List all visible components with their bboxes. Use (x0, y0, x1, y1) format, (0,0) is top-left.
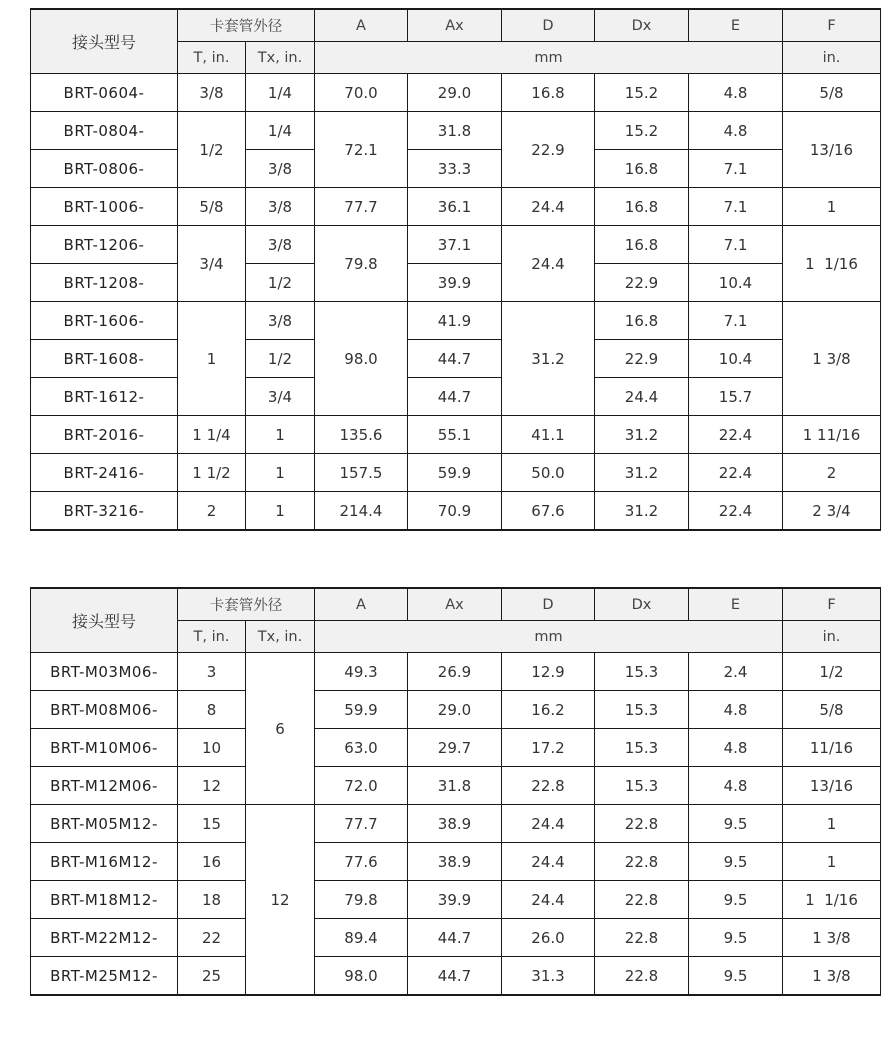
e-cell: 9.5 (689, 957, 783, 996)
model-cell: BRT-M12M06- (31, 767, 178, 805)
tx-cell: 6 (246, 653, 315, 805)
tx-cell: 3/4 (246, 378, 315, 416)
unit-in: in. (783, 621, 881, 653)
dx-cell: 16.8 (595, 150, 689, 188)
t-header: T, in. (178, 42, 246, 74)
dx-cell: 15.3 (595, 729, 689, 767)
model-cell: BRT-1206- (31, 226, 178, 264)
a-cell: 77.7 (315, 188, 408, 226)
table-row (31, 150, 881, 188)
f-cell: 11/16 (783, 729, 881, 767)
a-cell: 214.4 (315, 492, 408, 531)
a-cell: 98.0 (315, 302, 408, 416)
f-cell: 13/16 (783, 112, 881, 188)
e-cell: 22.4 (689, 492, 783, 531)
e-cell: 9.5 (689, 805, 783, 843)
e-cell: 4.8 (689, 729, 783, 767)
d-cell: 16.2 (502, 691, 595, 729)
e-header: E (689, 588, 783, 621)
a-cell: 157.5 (315, 454, 408, 492)
table-row (31, 226, 881, 264)
t-cell: 3/4 (178, 226, 246, 302)
t-cell: 1/2 (178, 112, 246, 188)
t-cell: 1 (178, 302, 246, 416)
header-row (31, 588, 881, 621)
e-cell: 7.1 (689, 150, 783, 188)
dx-cell: 16.8 (595, 226, 689, 264)
e-cell: 9.5 (689, 919, 783, 957)
tx-cell: 1/4 (246, 112, 315, 150)
table-row (31, 957, 881, 996)
tx-cell: 1/4 (246, 74, 315, 112)
unit-in: in. (783, 42, 881, 74)
dx-cell: 15.2 (595, 74, 689, 112)
table-row (31, 919, 881, 957)
model-cell: BRT-1208- (31, 264, 178, 302)
e-cell: 4.8 (689, 767, 783, 805)
table-row (31, 492, 881, 531)
tx-header: Tx, in. (246, 621, 315, 653)
table-row (31, 653, 881, 691)
model-cell: BRT-0806- (31, 150, 178, 188)
dx-cell: 16.8 (595, 188, 689, 226)
e-cell: 10.4 (689, 264, 783, 302)
f-cell: 1 (783, 843, 881, 881)
f-cell: 5/8 (783, 74, 881, 112)
a-cell: 77.6 (315, 843, 408, 881)
e-cell: 22.4 (689, 416, 783, 454)
a-cell: 79.8 (315, 226, 408, 302)
a-cell: 135.6 (315, 416, 408, 454)
t-cell: 3/8 (178, 74, 246, 112)
e-cell: 7.1 (689, 188, 783, 226)
dx-cell: 22.9 (595, 340, 689, 378)
table-row (31, 302, 881, 340)
model-cell: BRT-M03M06- (31, 653, 178, 691)
dx-cell: 15.3 (595, 653, 689, 691)
fitting-spec-table-2 (30, 587, 881, 996)
model-cell: BRT-2416- (31, 454, 178, 492)
tx-cell: 12 (246, 805, 315, 996)
model-cell: BRT-M16M12- (31, 843, 178, 881)
dx-cell: 22.8 (595, 843, 689, 881)
t-cell: 1 1/2 (178, 454, 246, 492)
model-cell: BRT-1612- (31, 378, 178, 416)
t-cell: 25 (178, 957, 246, 996)
tx-cell: 3/8 (246, 188, 315, 226)
table-row (31, 881, 881, 919)
f-cell: 2 (783, 454, 881, 492)
d-cell: 24.4 (502, 805, 595, 843)
t-cell: 12 (178, 767, 246, 805)
d-header: D (502, 9, 595, 42)
tx-cell: 1 (246, 416, 315, 454)
tx-cell: 1/2 (246, 264, 315, 302)
model-cell: BRT-M08M06- (31, 691, 178, 729)
table-row (31, 691, 881, 729)
model-cell: BRT-1606- (31, 302, 178, 340)
d-cell: 31.3 (502, 957, 595, 996)
dx-cell: 31.2 (595, 454, 689, 492)
tx-cell: 1 (246, 492, 315, 531)
f-cell: 1 1/16 (783, 881, 881, 919)
table-row (31, 454, 881, 492)
ax-cell: 44.7 (408, 919, 502, 957)
f-cell: 5/8 (783, 691, 881, 729)
model-column-header: 接头型号 (31, 9, 178, 74)
ax-cell: 26.9 (408, 653, 502, 691)
a-cell: 89.4 (315, 919, 408, 957)
dx-header: Dx (595, 9, 689, 42)
f-cell: 13/16 (783, 767, 881, 805)
t-cell: 16 (178, 843, 246, 881)
d-cell: 26.0 (502, 919, 595, 957)
model-cell: BRT-0804- (31, 112, 178, 150)
header-row (31, 9, 881, 42)
f-cell: 1 (783, 188, 881, 226)
model-cell: BRT-0604- (31, 74, 178, 112)
table-row (31, 340, 881, 378)
dx-cell: 31.2 (595, 416, 689, 454)
model-cell: BRT-M10M06- (31, 729, 178, 767)
d-cell: 12.9 (502, 653, 595, 691)
table-row (31, 112, 881, 150)
ax-cell: 29.0 (408, 691, 502, 729)
dx-cell: 31.2 (595, 492, 689, 531)
f-header: F (783, 9, 881, 42)
ax-cell: 38.9 (408, 805, 502, 843)
a-cell: 98.0 (315, 957, 408, 996)
model-cell: BRT-1608- (31, 340, 178, 378)
f-cell: 1 3/8 (783, 302, 881, 416)
dx-cell: 16.8 (595, 302, 689, 340)
ax-cell: 33.3 (408, 150, 502, 188)
e-cell: 7.1 (689, 226, 783, 264)
tx-cell: 1 (246, 454, 315, 492)
t-cell: 5/8 (178, 188, 246, 226)
model-cell: BRT-2016- (31, 416, 178, 454)
model-column-header: 接头型号 (31, 588, 178, 653)
d-cell: 24.4 (502, 188, 595, 226)
d-header: D (502, 588, 595, 621)
ax-cell: 55.1 (408, 416, 502, 454)
model-cell: BRT-M22M12- (31, 919, 178, 957)
d-cell: 16.8 (502, 74, 595, 112)
sleeve-od-header: 卡套管外径 (178, 9, 315, 42)
f-cell: 2 3/4 (783, 492, 881, 531)
model-cell: BRT-1006- (31, 188, 178, 226)
a-cell: 59.9 (315, 691, 408, 729)
ax-cell: 44.7 (408, 957, 502, 996)
f-cell: 1 11/16 (783, 416, 881, 454)
tx-cell: 1/2 (246, 340, 315, 378)
a-cell: 72.1 (315, 112, 408, 188)
dx-cell: 22.9 (595, 264, 689, 302)
table-row (31, 188, 881, 226)
d-cell: 22.8 (502, 767, 595, 805)
unit-mm: mm (315, 42, 783, 74)
ax-cell: 70.9 (408, 492, 502, 531)
a-cell: 72.0 (315, 767, 408, 805)
a-cell: 77.7 (315, 805, 408, 843)
ax-cell: 59.9 (408, 454, 502, 492)
ax-cell: 44.7 (408, 378, 502, 416)
t-cell: 3 (178, 653, 246, 691)
tx-cell: 3/8 (246, 226, 315, 264)
tx-header: Tx, in. (246, 42, 315, 74)
sleeve-od-header: 卡套管外径 (178, 588, 315, 621)
f-cell: 1 3/8 (783, 957, 881, 996)
t-cell: 8 (178, 691, 246, 729)
e-cell: 9.5 (689, 843, 783, 881)
model-cell: BRT-M05M12- (31, 805, 178, 843)
e-cell: 2.4 (689, 653, 783, 691)
fitting-spec-table-1 (30, 8, 881, 531)
table-row (31, 729, 881, 767)
d-cell: 17.2 (502, 729, 595, 767)
e-cell: 10.4 (689, 340, 783, 378)
a-header: A (315, 588, 408, 621)
dx-header: Dx (595, 588, 689, 621)
e-cell: 22.4 (689, 454, 783, 492)
tx-cell: 3/8 (246, 150, 315, 188)
e-cell: 7.1 (689, 302, 783, 340)
ax-cell: 31.8 (408, 767, 502, 805)
t-cell: 10 (178, 729, 246, 767)
ax-header: Ax (408, 588, 502, 621)
t-cell: 2 (178, 492, 246, 531)
d-cell: 24.4 (502, 843, 595, 881)
e-header: E (689, 9, 783, 42)
f-cell: 1 1/16 (783, 226, 881, 302)
model-cell: BRT-M18M12- (31, 881, 178, 919)
ax-cell: 41.9 (408, 302, 502, 340)
model-cell: BRT-3216- (31, 492, 178, 531)
tx-cell: 3/8 (246, 302, 315, 340)
a-cell: 79.8 (315, 881, 408, 919)
dx-cell: 24.4 (595, 378, 689, 416)
d-cell: 22.9 (502, 112, 595, 188)
a-header: A (315, 9, 408, 42)
ax-cell: 36.1 (408, 188, 502, 226)
ax-header: Ax (408, 9, 502, 42)
f-cell: 1 (783, 805, 881, 843)
ax-cell: 39.9 (408, 881, 502, 919)
a-cell: 70.0 (315, 74, 408, 112)
ax-cell: 29.0 (408, 74, 502, 112)
t-header: T, in. (178, 621, 246, 653)
ax-cell: 29.7 (408, 729, 502, 767)
table-row (31, 378, 881, 416)
dx-cell: 15.3 (595, 691, 689, 729)
t-cell: 1 1/4 (178, 416, 246, 454)
a-cell: 49.3 (315, 653, 408, 691)
ax-cell: 31.8 (408, 112, 502, 150)
t-cell: 22 (178, 919, 246, 957)
ax-cell: 39.9 (408, 264, 502, 302)
f-cell: 1/2 (783, 653, 881, 691)
dx-cell: 22.8 (595, 881, 689, 919)
d-cell: 31.2 (502, 302, 595, 416)
f-header: F (783, 588, 881, 621)
e-cell: 9.5 (689, 881, 783, 919)
d-cell: 67.6 (502, 492, 595, 531)
model-cell: BRT-M25M12- (31, 957, 178, 996)
table-row (31, 767, 881, 805)
ax-cell: 38.9 (408, 843, 502, 881)
d-cell: 24.4 (502, 226, 595, 302)
f-cell: 1 3/8 (783, 919, 881, 957)
dx-cell: 22.8 (595, 805, 689, 843)
table-row (31, 805, 881, 843)
ax-cell: 37.1 (408, 226, 502, 264)
t-cell: 15 (178, 805, 246, 843)
table-row (31, 416, 881, 454)
table-row (31, 74, 881, 112)
dx-cell: 15.3 (595, 767, 689, 805)
table-row (31, 843, 881, 881)
dx-cell: 15.2 (595, 112, 689, 150)
e-cell: 4.8 (689, 112, 783, 150)
d-cell: 24.4 (502, 881, 595, 919)
a-cell: 63.0 (315, 729, 408, 767)
unit-mm: mm (315, 621, 783, 653)
ax-cell: 44.7 (408, 340, 502, 378)
d-cell: 50.0 (502, 454, 595, 492)
dx-cell: 22.8 (595, 919, 689, 957)
dx-cell: 22.8 (595, 957, 689, 996)
table-row (31, 264, 881, 302)
t-cell: 18 (178, 881, 246, 919)
d-cell: 41.1 (502, 416, 595, 454)
e-cell: 4.8 (689, 691, 783, 729)
e-cell: 4.8 (689, 74, 783, 112)
e-cell: 15.7 (689, 378, 783, 416)
